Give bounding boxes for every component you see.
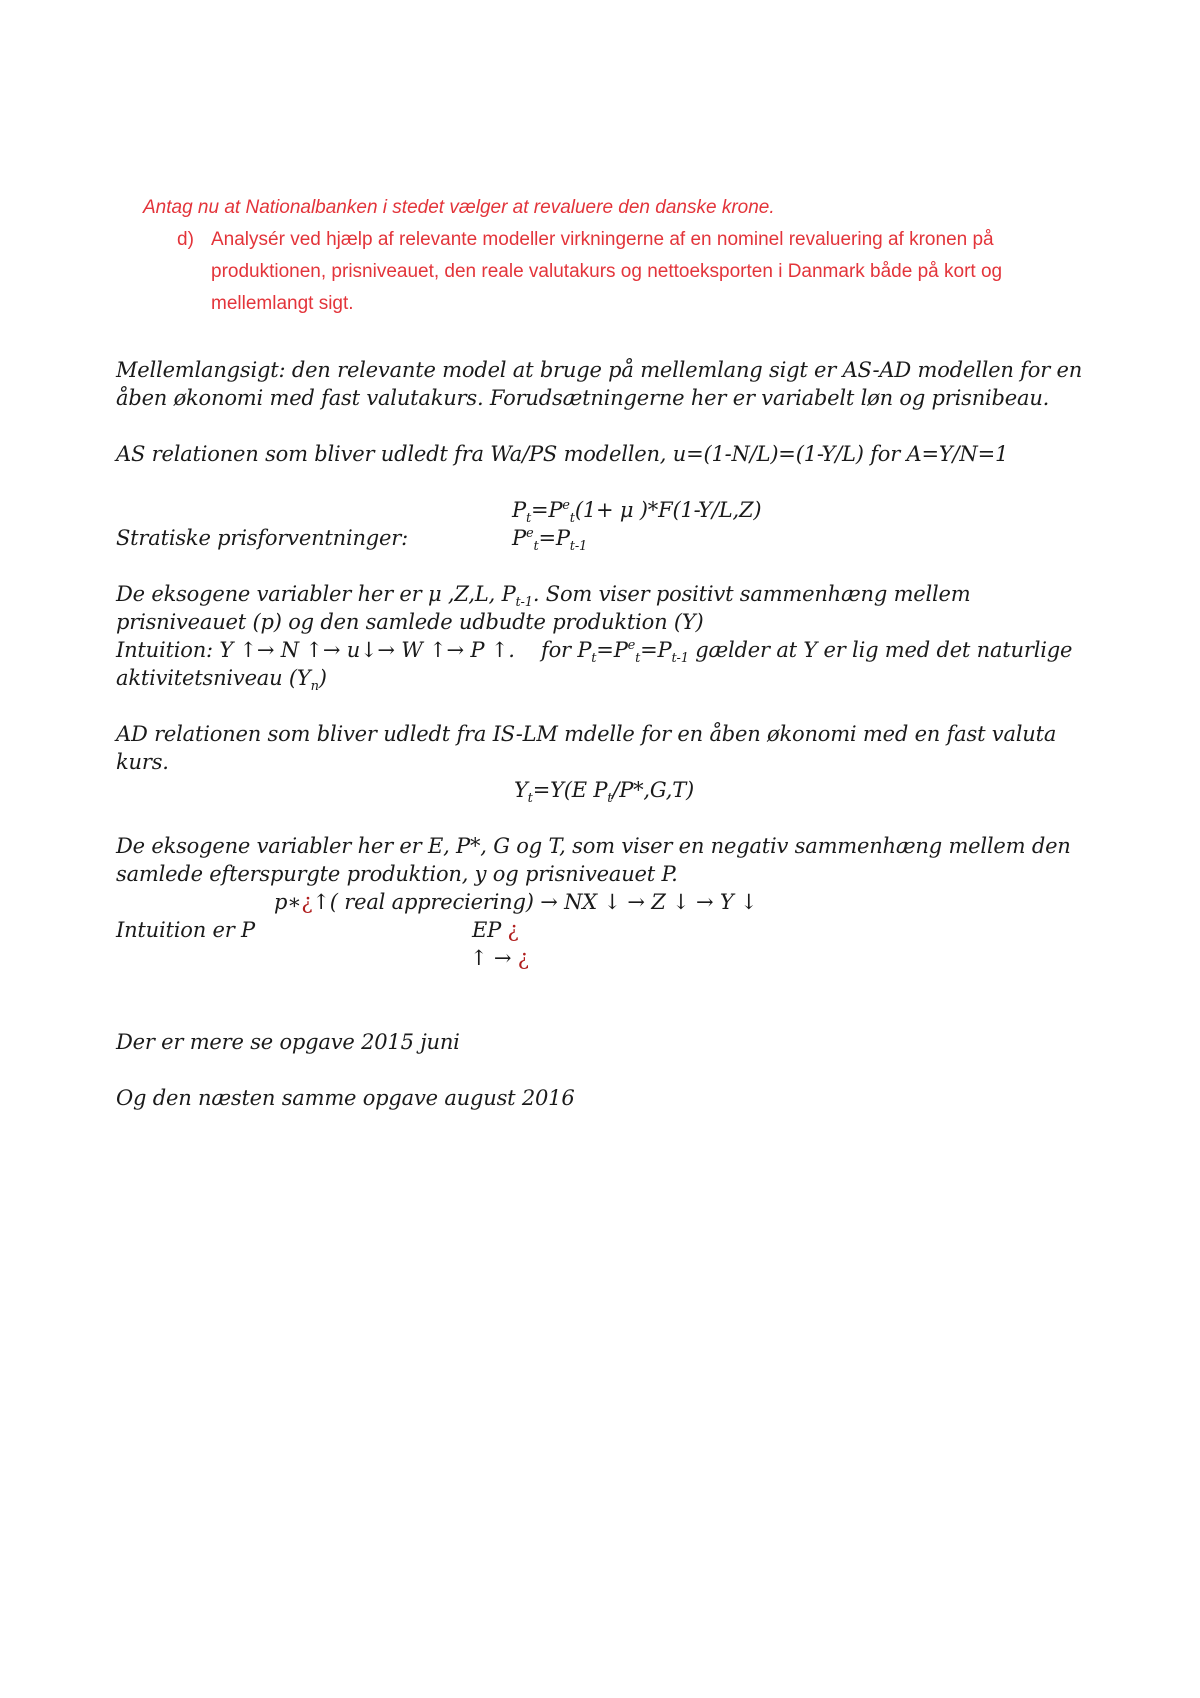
- answer-body: [116, 356, 1096, 1112]
- as-equation-row: [116, 496, 1096, 527]
- intuition-ad-label: Intuition er P: [116, 918, 255, 942]
- as-equation: $P_t=P^e_t(1+ \mu$ )*F(1-Y/L,Z): [512, 498, 762, 527]
- ad-equation: $Y_t=Y(E$ $P_t/P*,G,T$): [514, 778, 695, 807]
- ep-term: EP ¿: [472, 918, 519, 942]
- paragraph-ad-relation: AD relationen som bliver udledt fra IS-LM mdelle for en åben økonomi med en fast valuta kurs.: [116, 722, 1057, 774]
- strat-row: [116, 524, 1096, 555]
- chain-row: [116, 888, 1096, 916]
- paragraph-see-2015: Der er mere se opgave 2015 juni: [116, 1030, 460, 1054]
- intuition-as-chain: Intuition: Y ↑→ N ↑→ u↓→ W ↑→ P ↑.: [116, 638, 515, 662]
- intuition-as-row: [116, 636, 1096, 667]
- task-block: [143, 192, 1043, 320]
- intuition-as-condition: for $P_t=P^e_t=P_{t-1}$ gælder at Y er lig med det naturlige: [541, 638, 1073, 667]
- paragraph-exogenous-as: De eksogene variabler her er μ ,Z,L, $P_{t-1}$. Som viser positivt sammenhæng mellem prisniveauet (p) og den samlede udbudte produktion (Y): [116, 582, 971, 634]
- arrow-term: ↑ → ¿: [470, 946, 529, 970]
- paragraph-as-relation: AS relationen som bliver udledt fra Wa/PS modellen, u=(1-N/L)=(1-Y/L) for A=Y/N=1: [116, 442, 1009, 466]
- appreciation-chain: p∗¿↑( real appreciering) → NX ↓ → Z ↓ → Y ↓: [274, 890, 758, 914]
- paragraph-medium-term: Mellemlangsigt: den relevante model at bruge på mellemlang sigt er AS-AD modellen for en åben økonomi med fast valutakurs. Forudsætningerne her er variabelt løn og prisnibeau.: [116, 358, 1083, 410]
- question-text: Analysér ved hjælp af relevante modeller virkningerne af en nominel revaluering af kronen på produktionen, prisniveauet, den reale valutakurs og nettoeksporten i Danmark både på kort og mellemlangt sigt.: [211, 229, 1003, 314]
- intuition-ad-row: [116, 916, 1096, 944]
- paragraph-exogenous-ad: De eksogene variabler her er E, P*, G og T, som viser en negativ sammenhæng mellem den samlede efterspurgte produktion, y og prisniveauet P.: [116, 834, 1071, 886]
- question-letter: d): [177, 229, 194, 250]
- strat-label: Stratiske prisforventninger:: [116, 526, 408, 550]
- task-question: [177, 224, 1043, 320]
- ad-equation-row: [116, 776, 1096, 807]
- strat-equation: $P^e_t=P_{t-1}$: [512, 526, 588, 555]
- intuition-as-natural: aktivitetsniveau $(Y_n)$: [116, 666, 327, 695]
- task-intro: Antag nu at Nationalbanken i stedet vælger at revaluere den danske krone.: [143, 197, 775, 218]
- arrow-row: [116, 944, 1096, 972]
- paragraph-see-2016: Og den næsten samme opgave august 2016: [116, 1086, 575, 1110]
